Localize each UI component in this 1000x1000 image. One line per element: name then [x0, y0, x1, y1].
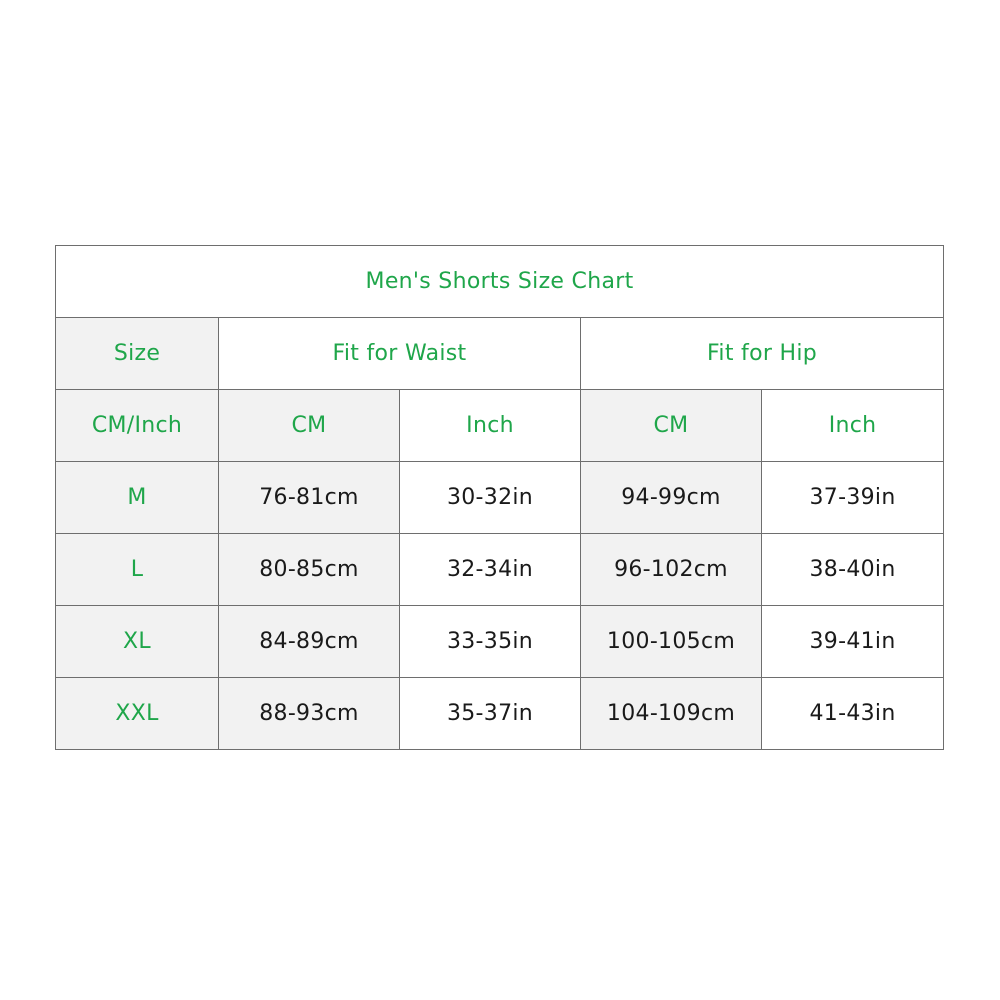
waist-inch-cell: 32-34in	[400, 534, 581, 606]
table-row	[56, 462, 944, 534]
hip-cm-cell: 96-102cm	[581, 534, 762, 606]
table-row	[56, 606, 944, 678]
table-title: Men's Shorts Size Chart	[56, 246, 944, 318]
waist-cm-cell: 88-93cm	[219, 678, 400, 750]
hip-cm-cell: 104-109cm	[581, 678, 762, 750]
waist-inch-header: Inch	[400, 390, 581, 462]
size-cell: L	[56, 534, 219, 606]
waist-inch-cell: 33-35in	[400, 606, 581, 678]
header-row-groups	[56, 318, 944, 390]
hip-cm-cell: 100-105cm	[581, 606, 762, 678]
waist-cm-cell: 84-89cm	[219, 606, 400, 678]
waist-inch-cell: 35-37in	[400, 678, 581, 750]
waist-group-header: Fit for Waist	[219, 318, 581, 390]
size-cell: M	[56, 462, 219, 534]
hip-inch-header: Inch	[762, 390, 944, 462]
hip-group-header: Fit for Hip	[581, 318, 944, 390]
waist-cm-cell: 76-81cm	[219, 462, 400, 534]
table-row	[56, 678, 944, 750]
header-row-units	[56, 390, 944, 462]
hip-cm-header: CM	[581, 390, 762, 462]
size-chart-table	[55, 245, 944, 750]
hip-inch-cell: 38-40in	[762, 534, 944, 606]
hip-inch-cell: 39-41in	[762, 606, 944, 678]
hip-inch-cell: 37-39in	[762, 462, 944, 534]
size-header: Size	[56, 318, 219, 390]
hip-cm-cell: 94-99cm	[581, 462, 762, 534]
waist-cm-header: CM	[219, 390, 400, 462]
title-row	[56, 246, 944, 318]
waist-cm-cell: 80-85cm	[219, 534, 400, 606]
waist-inch-cell: 30-32in	[400, 462, 581, 534]
size-cell: XL	[56, 606, 219, 678]
hip-inch-cell: 41-43in	[762, 678, 944, 750]
table-row	[56, 534, 944, 606]
size-cell: XXL	[56, 678, 219, 750]
unit-header: CM/Inch	[56, 390, 219, 462]
